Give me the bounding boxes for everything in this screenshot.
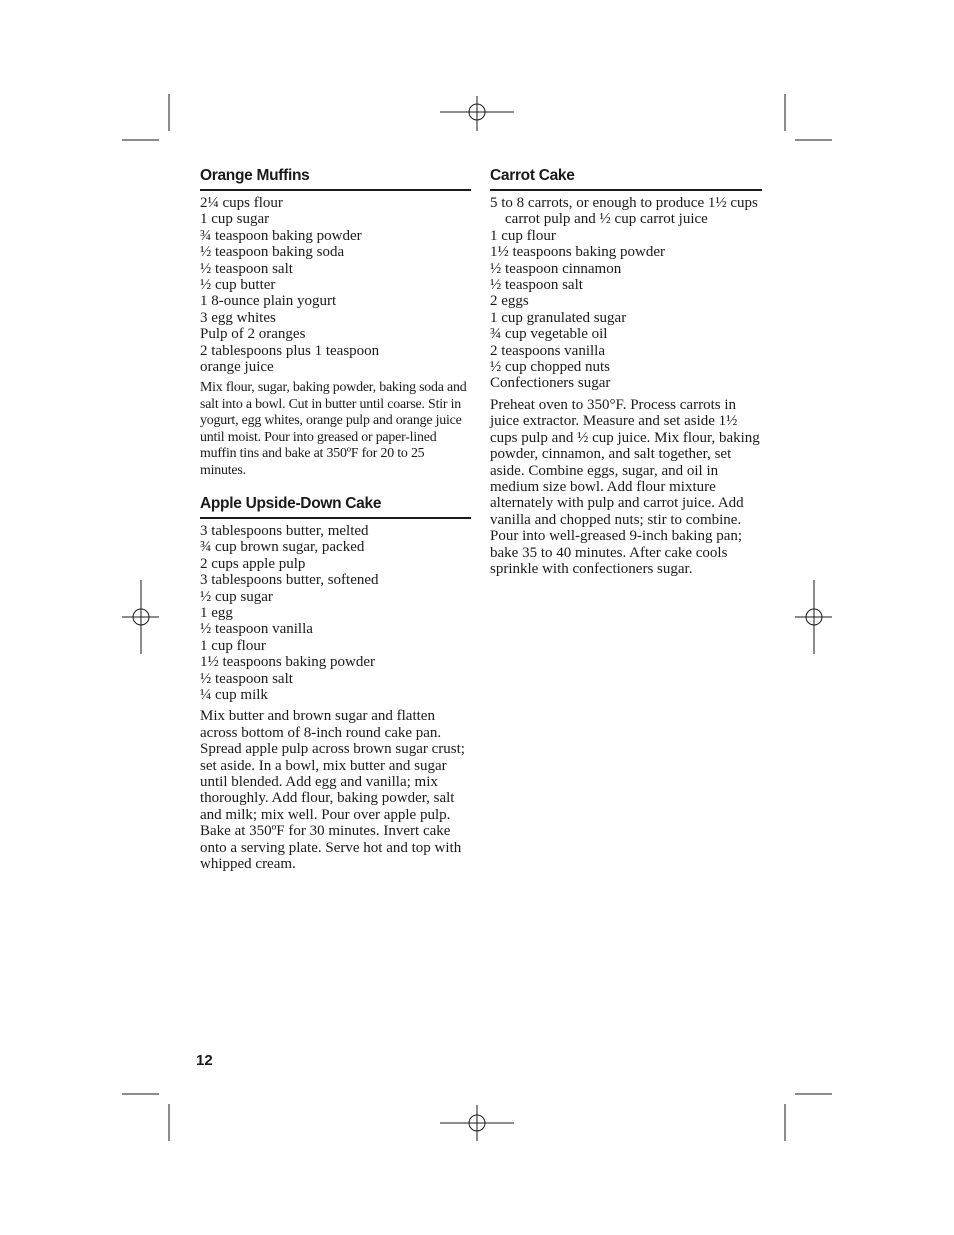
ingredient-item: 3 tablespoons butter, softened <box>200 572 379 589</box>
recipe-apple-upside-down-cake <box>200 494 471 873</box>
ingredient-item: ½ teaspoon baking soda <box>200 244 345 261</box>
ingredient-item: ½ teaspoon salt <box>200 670 293 687</box>
ingredient-list <box>490 195 762 392</box>
registration-mark-left <box>122 580 159 654</box>
ingredient-item: 1½ teaspoons baking powder <box>490 244 665 261</box>
ingredient-item: Pulp of 2 oranges <box>200 326 306 343</box>
ingredient-item: ½ cup chopped nuts <box>490 359 610 376</box>
ingredient-list <box>200 523 471 703</box>
ingredient-item: 3 tablespoons butter, melted <box>200 522 369 539</box>
crop-mark-bottom-left <box>122 1094 169 1141</box>
ingredient-item: 5 to 8 carrots, or enough to produce 1½ cups carrot pulp and ½ cup carrot juice <box>490 195 758 228</box>
ingredient-list <box>200 195 471 375</box>
left-column <box>200 166 471 872</box>
ingredient-item: ½ cup sugar <box>200 588 273 605</box>
ingredient-item: 1 8-ounce plain yogurt <box>200 293 337 310</box>
recipe-title: Orange Muffins <box>200 166 471 191</box>
crop-mark-bottom-right <box>785 1094 832 1141</box>
recipe-directions: Mix butter and brown sugar and flatten across bottom of 8-inch round cake pan. Spread apple pulp across brown sugar crust; set aside. In a bowl, mix butter and sugar until blended. Add egg and vanilla; mix thoroughly. Add flour, baking powder, salt and milk; mix well. Pour over apple pulp. Bake at 350ºF for 30 minutes. Invert cake onto a serving plate. Serve hot and top with whipped cream. <box>200 708 465 873</box>
recipe-carrot-cake <box>490 166 762 577</box>
registration-mark-bottom <box>440 1105 514 1141</box>
recipe-title: Carrot Cake <box>490 166 762 191</box>
crop-mark-top-right <box>785 94 832 140</box>
ingredient-item: 1½ teaspoons baking powder <box>200 654 375 671</box>
ingredient-item: ½ teaspoon vanilla <box>200 621 313 638</box>
ingredient-item: ¾ cup brown sugar, packed <box>200 539 365 556</box>
ingredient-item: 1 cup flour <box>490 227 556 244</box>
ingredient-item: ¼ cup milk <box>200 686 268 703</box>
recipe-directions: Preheat oven to 350°F. Process carrots in juice extractor. Measure and set aside 1½ cups pulp and ½ cup juice. Mix flour, baking powder, cinnamon, and salt together, set aside. Combine eggs, sugar, and oil in medium size bowl. Add flour mixture alternately with pulp and carrot juice. Add vanilla and chopped nuts; stir to combine. Pour into well-greased 9-inch baking pan; bake 35 to 40 minutes. After cake cools sprinkle with confectioners sugar. <box>490 396 760 577</box>
recipe-title: Apple Upside-Down Cake <box>200 494 471 519</box>
ingredient-item: ½ teaspoon salt <box>490 277 583 294</box>
registration-mark-top <box>440 96 514 131</box>
page-number: 12 <box>196 1052 213 1069</box>
ingredient-item: orange juice <box>200 359 274 376</box>
ingredient-item: 3 egg whites <box>200 309 276 326</box>
ingredient-item: ½ teaspoon cinnamon <box>490 260 622 277</box>
recipe-orange-muffins <box>200 166 471 479</box>
ingredient-item: 2¼ cups flour <box>200 195 283 211</box>
registration-mark-right <box>795 580 832 654</box>
ingredient-item: 2 tablespoons plus 1 teaspoon <box>200 342 380 359</box>
crop-mark-top-left <box>122 94 169 140</box>
ingredient-item: ½ cup butter <box>200 277 276 294</box>
ingredient-item: 2 cups apple pulp <box>200 555 306 572</box>
ingredient-item: ¾ cup vegetable oil <box>490 326 608 343</box>
ingredient-item: 1 cup sugar <box>200 211 270 228</box>
ingredient-item: 1 egg <box>200 604 233 621</box>
ingredient-item: 2 teaspoons vanilla <box>490 342 605 359</box>
recipe-directions: Mix flour, sugar, baking powder, baking soda and salt into a bowl. Cut in butter until coarse. Stir in yogurt, egg whites, orange pulp and orange juice until moist. Pour into greased or paper-lined muffin tins and bake at 350ºF for 20 to 25 minutes. <box>200 380 467 478</box>
ingredient-item: 1 cup granulated sugar <box>490 309 627 326</box>
ingredient-item: ½ teaspoon salt <box>200 260 293 277</box>
right-column <box>490 166 762 577</box>
ingredient-item: Confectioners sugar <box>490 375 611 392</box>
ingredient-item: 1 cup flour <box>200 637 266 654</box>
ingredient-item: ¾ teaspoon baking powder <box>200 227 362 244</box>
ingredient-item: 2 eggs <box>490 293 529 310</box>
